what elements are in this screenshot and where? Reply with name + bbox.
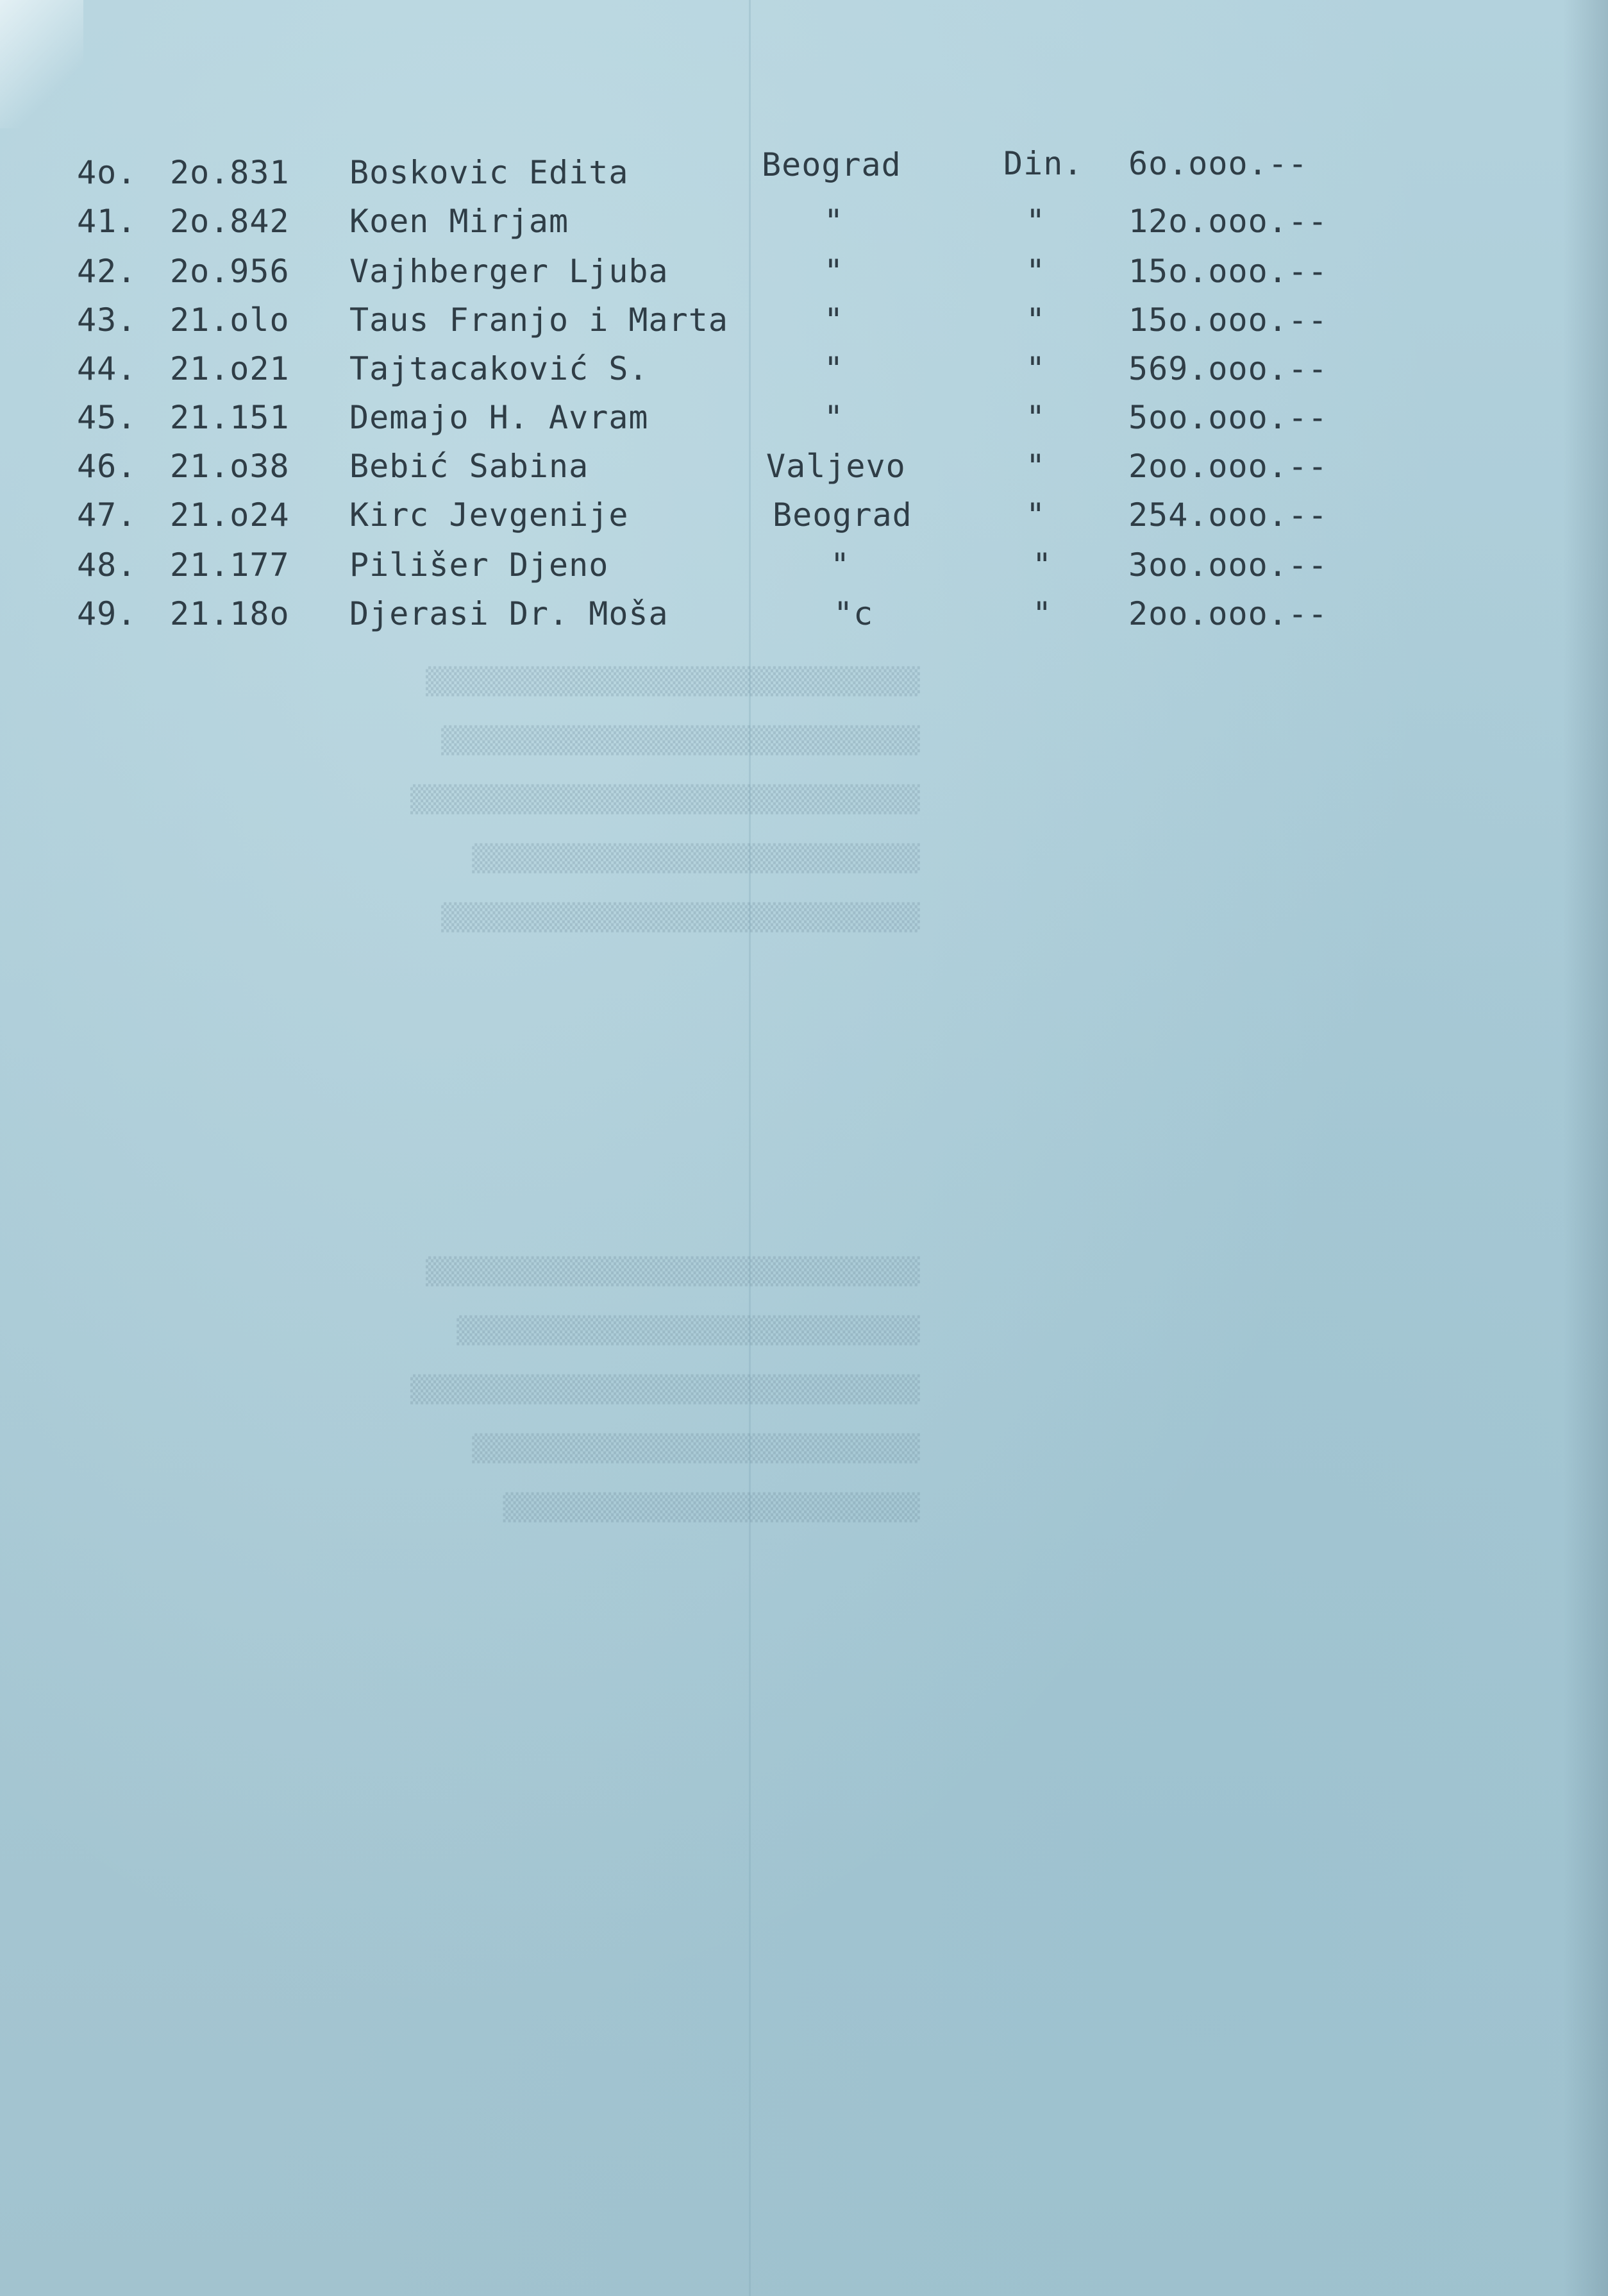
table-row	[0, 595, 1608, 644]
row-number: 21.o21	[170, 350, 290, 387]
row-currency: "	[1032, 546, 1053, 584]
row-city: "	[824, 350, 844, 387]
row-number: 2o.831	[170, 154, 290, 191]
table-row	[0, 301, 1608, 350]
table-row	[0, 448, 1608, 496]
row-number: 21.177	[170, 546, 290, 584]
row-number: 2o.956	[170, 253, 290, 290]
row-currency: "	[1032, 595, 1053, 632]
row-index: 48.	[77, 546, 137, 584]
row-index: 41.	[77, 203, 137, 240]
row-index: 46.	[77, 448, 137, 485]
row-amount: 5oo.ooo.--	[1128, 399, 1328, 436]
row-index: 45.	[77, 399, 137, 436]
row-amount: 6o.ooo.--	[1128, 145, 1308, 182]
row-currency: "	[1026, 301, 1046, 339]
row-currency: "	[1026, 399, 1046, 436]
table-row	[0, 546, 1608, 595]
row-index: 4o.	[77, 154, 137, 191]
row-number: 21.18o	[170, 595, 290, 632]
row-currency: Din.	[1003, 145, 1084, 182]
row-number: 21.o38	[170, 448, 290, 485]
row-city: "	[824, 301, 844, 339]
row-city: "	[824, 203, 844, 240]
row-name: Pilišer Djeno	[349, 546, 609, 584]
row-name: Vajhberger Ljuba	[349, 253, 669, 290]
row-currency: "	[1026, 496, 1046, 534]
row-city: "c	[833, 595, 874, 632]
row-currency: "	[1026, 253, 1046, 290]
row-index: 42.	[77, 253, 137, 290]
row-amount: 3oo.ooo.--	[1128, 546, 1328, 584]
row-city: "	[830, 546, 851, 584]
row-number: 21.o24	[170, 496, 290, 534]
ledger-table	[0, 0, 1608, 705]
row-currency: "	[1026, 448, 1046, 485]
row-name: Koen Mirjam	[349, 203, 569, 240]
row-city: Beograd	[762, 146, 901, 183]
row-amount: 12o.ooo.--	[1128, 203, 1328, 240]
row-city: "	[824, 253, 844, 290]
table-row	[0, 496, 1608, 545]
row-number: 21.olo	[170, 301, 290, 339]
bleed-through-texture: ▒▒▒▒▒▒▒▒▒▒▒▒▒▒▒▒▒▒▒▒▒▒▒▒▒▒▒▒▒▒▒▒ ▒▒▒▒▒▒▒▒▒▒▒▒▒▒▒▒▒▒▒▒▒▒▒▒▒▒▒▒▒▒▒ ▒▒▒▒▒▒▒▒▒▒▒▒▒▒▒▒▒▒▒▒▒▒▒▒▒▒▒▒▒▒▒▒▒ ▒▒▒▒▒▒▒▒▒▒▒▒▒▒▒▒▒▒▒▒▒▒▒▒▒▒▒▒▒ ▒▒▒▒▒▒▒▒▒▒▒▒▒▒▒▒▒▒▒▒▒▒▒▒▒▒▒▒▒▒▒	[410, 667, 920, 933]
table-row	[0, 145, 1608, 203]
row-name: Kirc Jevgenije	[349, 496, 629, 534]
table-row	[0, 253, 1608, 301]
row-amount: 569.ooo.--	[1128, 350, 1328, 387]
row-amount: 2oo.ooo.--	[1128, 448, 1328, 485]
bleed-through-texture-lower: ▒▒▒▒▒▒▒▒▒▒▒▒▒▒▒▒▒▒▒▒▒▒▒▒▒▒▒▒▒▒▒▒ ▒▒▒▒▒▒▒▒▒▒▒▒▒▒▒▒▒▒▒▒▒▒▒▒▒▒▒▒▒▒ ▒▒▒▒▒▒▒▒▒▒▒▒▒▒▒▒▒▒▒▒▒▒▒▒▒▒▒▒▒▒▒▒▒ ▒▒▒▒▒▒▒▒▒▒▒▒▒▒▒▒▒▒▒▒▒▒▒▒▒▒▒▒▒ ▒▒▒▒▒▒▒▒▒▒▒▒▒▒▒▒▒▒▒▒▒▒▒▒▒▒▒	[410, 1257, 920, 1523]
row-number: 2o.842	[170, 203, 290, 240]
table-row	[0, 203, 1608, 251]
row-amount: 254.ooo.--	[1128, 496, 1328, 534]
row-amount: 15o.ooo.--	[1128, 301, 1328, 339]
row-amount: 2oo.ooo.--	[1128, 595, 1328, 632]
row-index: 43.	[77, 301, 137, 339]
row-name: Djerasi Dr. Moša	[349, 595, 669, 632]
row-name: Taus Franjo i Marta	[349, 301, 728, 339]
row-city: Valjevo	[766, 448, 906, 485]
row-number: 21.151	[170, 399, 290, 436]
row-index: 47.	[77, 496, 137, 534]
row-name: Demajo H. Avram	[349, 399, 649, 436]
row-index: 44.	[77, 350, 137, 387]
row-amount: 15o.ooo.--	[1128, 253, 1328, 290]
row-index: 49.	[77, 595, 137, 632]
row-currency: "	[1026, 203, 1046, 240]
table-row	[0, 399, 1608, 448]
row-currency: "	[1026, 350, 1046, 387]
row-name: Boskovic Edita	[349, 154, 629, 191]
table-row	[0, 350, 1608, 399]
row-name: Bebić Sabina	[349, 448, 589, 485]
row-city: "	[824, 399, 844, 436]
row-name: Tajtacaković S.	[349, 350, 649, 387]
row-city: Beograd	[773, 496, 912, 534]
